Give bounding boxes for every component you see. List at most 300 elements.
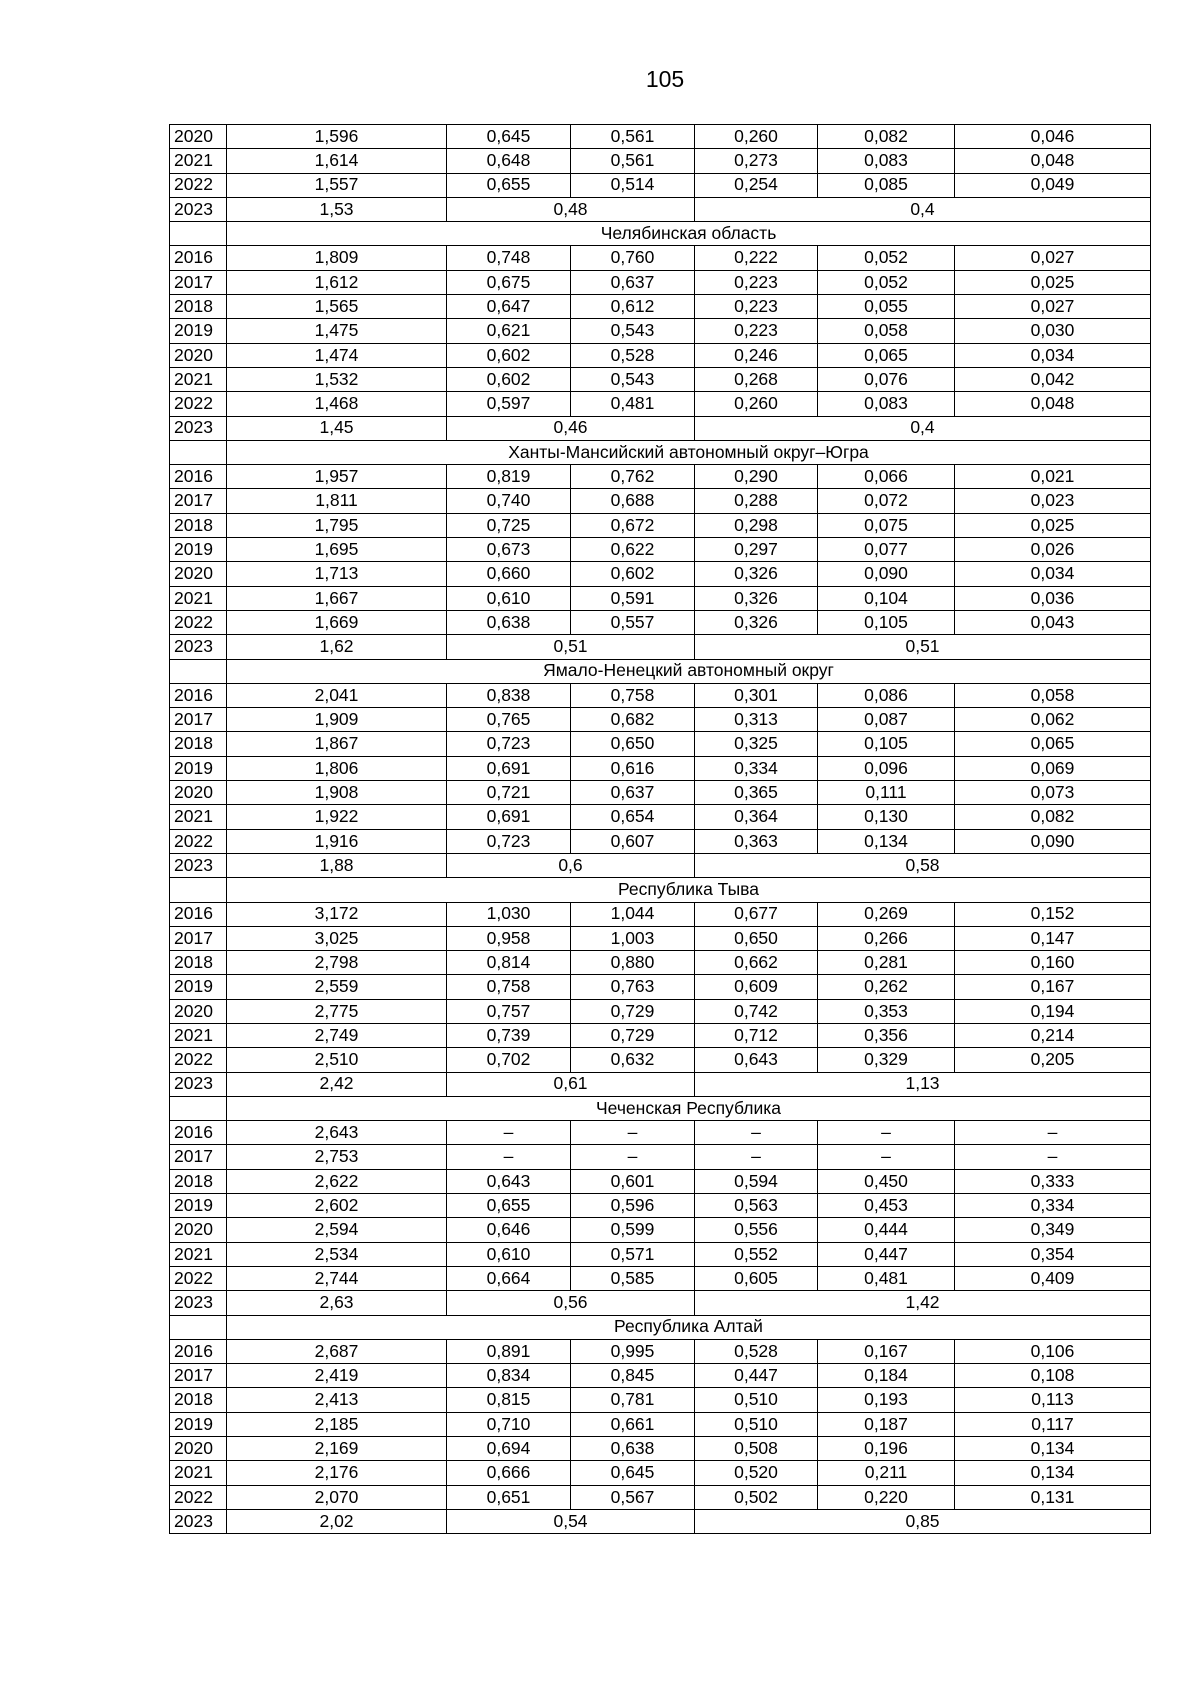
value-cell: 0,655 bbox=[447, 173, 571, 197]
value-cell: 0,062 bbox=[955, 708, 1151, 732]
year-cell: 2020 bbox=[170, 343, 227, 367]
value-cell: 1,532 bbox=[227, 367, 447, 391]
table-row bbox=[170, 465, 1151, 489]
table-row-2023 bbox=[170, 197, 1151, 221]
value-cell: 1,809 bbox=[227, 246, 447, 270]
value-cell: 0,113 bbox=[955, 1388, 1151, 1412]
value-cell: 0,742 bbox=[695, 999, 818, 1023]
year-cell: 2023 bbox=[170, 197, 227, 221]
value-cell: 0,082 bbox=[818, 125, 955, 149]
year-cell: 2022 bbox=[170, 610, 227, 634]
value-cell: 2,594 bbox=[227, 1218, 447, 1242]
value-cell: 1,908 bbox=[227, 781, 447, 805]
value-cell: 0,748 bbox=[447, 246, 571, 270]
value-cell: 3,172 bbox=[227, 902, 447, 926]
value-cell: 0,365 bbox=[695, 781, 818, 805]
value-cell: 0,409 bbox=[955, 1266, 1151, 1290]
value-cell: 0,691 bbox=[447, 805, 571, 829]
value-cell: 0,838 bbox=[447, 683, 571, 707]
value-cell: 0,815 bbox=[447, 1388, 571, 1412]
value-cell: 0,447 bbox=[818, 1242, 955, 1266]
value-cell: 0,058 bbox=[955, 683, 1151, 707]
table-row bbox=[170, 1461, 1151, 1485]
value-cell: 0,682 bbox=[571, 708, 695, 732]
value-cell: 0,585 bbox=[571, 1266, 695, 1290]
year-cell: 2021 bbox=[170, 367, 227, 391]
value-cell: 0,725 bbox=[447, 513, 571, 537]
table-row bbox=[170, 756, 1151, 780]
merged-value-cell: 0,51 bbox=[695, 635, 1151, 659]
year-cell: 2017 bbox=[170, 489, 227, 513]
value-cell: 0,108 bbox=[955, 1364, 1151, 1388]
value-cell: 0,602 bbox=[447, 343, 571, 367]
table-row bbox=[170, 1194, 1151, 1218]
value-cell: 0,167 bbox=[955, 975, 1151, 999]
value-cell: 0,739 bbox=[447, 1023, 571, 1047]
table-row bbox=[170, 1145, 1151, 1169]
year-cell: 2016 bbox=[170, 465, 227, 489]
year-cell: 2020 bbox=[170, 1218, 227, 1242]
value-cell: 0,260 bbox=[695, 125, 818, 149]
table-row bbox=[170, 392, 1151, 416]
value-cell: – bbox=[695, 1121, 818, 1145]
year-cell: 2020 bbox=[170, 562, 227, 586]
value-cell: 0,543 bbox=[571, 319, 695, 343]
value-cell: 2,749 bbox=[227, 1023, 447, 1047]
value-cell: 1,45 bbox=[227, 416, 447, 440]
value-cell: 0,666 bbox=[447, 1461, 571, 1485]
value-cell: 0,052 bbox=[818, 246, 955, 270]
value-cell: 0,030 bbox=[955, 319, 1151, 343]
value-cell: 0,781 bbox=[571, 1388, 695, 1412]
table-row bbox=[170, 1485, 1151, 1509]
value-cell: 0,643 bbox=[447, 1169, 571, 1193]
value-cell: 0,254 bbox=[695, 173, 818, 197]
table-row bbox=[170, 513, 1151, 537]
region-header-row bbox=[170, 440, 1151, 464]
value-cell: 1,030 bbox=[447, 902, 571, 926]
value-cell: 0,610 bbox=[447, 1242, 571, 1266]
table-row bbox=[170, 1048, 1151, 1072]
value-cell: 0,076 bbox=[818, 367, 955, 391]
year-cell: 2019 bbox=[170, 975, 227, 999]
value-cell: 0,661 bbox=[571, 1412, 695, 1436]
value-cell: 0,083 bbox=[818, 149, 955, 173]
value-cell: 2,070 bbox=[227, 1485, 447, 1509]
table-row-2023 bbox=[170, 853, 1151, 877]
value-cell: 1,62 bbox=[227, 635, 447, 659]
value-cell: 1,612 bbox=[227, 270, 447, 294]
year-cell: 2021 bbox=[170, 1023, 227, 1047]
merged-value-cell: 0,6 bbox=[447, 853, 695, 877]
region-title: Республика Алтай bbox=[227, 1315, 1151, 1339]
value-cell: 0,632 bbox=[571, 1048, 695, 1072]
value-cell: 0,090 bbox=[818, 562, 955, 586]
value-cell: 0,672 bbox=[571, 513, 695, 537]
table-row bbox=[170, 1242, 1151, 1266]
value-cell: 0,765 bbox=[447, 708, 571, 732]
value-cell: 2,419 bbox=[227, 1364, 447, 1388]
value-cell: 1,922 bbox=[227, 805, 447, 829]
value-cell: 0,288 bbox=[695, 489, 818, 513]
value-cell: 0,643 bbox=[695, 1048, 818, 1072]
value-cell: 0,561 bbox=[571, 149, 695, 173]
value-cell: 0,042 bbox=[955, 367, 1151, 391]
value-cell: 0,757 bbox=[447, 999, 571, 1023]
value-cell: 0,349 bbox=[955, 1218, 1151, 1242]
value-cell: 2,176 bbox=[227, 1461, 447, 1485]
value-cell: 0,567 bbox=[571, 1485, 695, 1509]
value-cell: 3,025 bbox=[227, 926, 447, 950]
value-cell: 0,021 bbox=[955, 465, 1151, 489]
year-cell: 2016 bbox=[170, 902, 227, 926]
value-cell: 0,268 bbox=[695, 367, 818, 391]
value-cell: 0,034 bbox=[955, 343, 1151, 367]
region-title: Республика Тыва bbox=[227, 878, 1151, 902]
value-cell: 0,073 bbox=[955, 781, 1151, 805]
year-cell: 2018 bbox=[170, 1169, 227, 1193]
value-cell: 0,066 bbox=[818, 465, 955, 489]
value-cell: 0,085 bbox=[818, 173, 955, 197]
table-row-2023 bbox=[170, 1072, 1151, 1096]
table-row bbox=[170, 1412, 1151, 1436]
table-row bbox=[170, 246, 1151, 270]
year-cell: 2022 bbox=[170, 173, 227, 197]
value-cell: 2,185 bbox=[227, 1412, 447, 1436]
value-cell: 0,637 bbox=[571, 270, 695, 294]
table-body bbox=[170, 125, 1151, 1534]
value-cell: 0,958 bbox=[447, 926, 571, 950]
year-cell: 2020 bbox=[170, 125, 227, 149]
value-cell: 2,622 bbox=[227, 1169, 447, 1193]
value-cell: 0,655 bbox=[447, 1194, 571, 1218]
value-cell: 0,023 bbox=[955, 489, 1151, 513]
value-cell: 0,313 bbox=[695, 708, 818, 732]
value-cell: 0,260 bbox=[695, 392, 818, 416]
value-cell: 0,043 bbox=[955, 610, 1151, 634]
value-cell: 0,721 bbox=[447, 781, 571, 805]
value-cell: 0,664 bbox=[447, 1266, 571, 1290]
value-cell: 0,758 bbox=[571, 683, 695, 707]
value-cell: 0,087 bbox=[818, 708, 955, 732]
value-cell: 0,134 bbox=[955, 1461, 1151, 1485]
value-cell: 0,160 bbox=[955, 951, 1151, 975]
value-cell: 0,083 bbox=[818, 392, 955, 416]
value-cell: 1,044 bbox=[571, 902, 695, 926]
value-cell: 0,196 bbox=[818, 1437, 955, 1461]
year-cell: 2018 bbox=[170, 1388, 227, 1412]
value-cell: 0,605 bbox=[695, 1266, 818, 1290]
value-cell: 0,694 bbox=[447, 1437, 571, 1461]
table-row bbox=[170, 732, 1151, 756]
value-cell: 0,645 bbox=[447, 125, 571, 149]
empty-cell bbox=[170, 659, 227, 683]
value-cell: 0,729 bbox=[571, 1023, 695, 1047]
value-cell: 0,065 bbox=[955, 732, 1151, 756]
table-row bbox=[170, 1437, 1151, 1461]
value-cell: 0,223 bbox=[695, 319, 818, 343]
value-cell: 0,552 bbox=[695, 1242, 818, 1266]
value-cell: 0,845 bbox=[571, 1364, 695, 1388]
value-cell: 0,334 bbox=[955, 1194, 1151, 1218]
year-cell: 2019 bbox=[170, 756, 227, 780]
value-cell: 2,643 bbox=[227, 1121, 447, 1145]
value-cell: 0,072 bbox=[818, 489, 955, 513]
value-cell: 0,528 bbox=[571, 343, 695, 367]
region-title: Ямало-Ненецкий автономный округ bbox=[227, 659, 1151, 683]
table-row bbox=[170, 781, 1151, 805]
value-cell: 0,609 bbox=[695, 975, 818, 999]
region-header-row bbox=[170, 1096, 1151, 1120]
value-cell: 0,281 bbox=[818, 951, 955, 975]
table-row bbox=[170, 1339, 1151, 1363]
year-cell: 2023 bbox=[170, 853, 227, 877]
table-row bbox=[170, 829, 1151, 853]
value-cell: 1,565 bbox=[227, 295, 447, 319]
value-cell: 2,041 bbox=[227, 683, 447, 707]
value-cell: 0,880 bbox=[571, 951, 695, 975]
value-cell: 1,557 bbox=[227, 173, 447, 197]
value-cell: 0,356 bbox=[818, 1023, 955, 1047]
merged-value-cell: 1,42 bbox=[695, 1291, 1151, 1315]
value-cell: 0,723 bbox=[447, 829, 571, 853]
value-cell: 0,223 bbox=[695, 295, 818, 319]
value-cell: 2,744 bbox=[227, 1266, 447, 1290]
empty-cell bbox=[170, 878, 227, 902]
table-row bbox=[170, 1121, 1151, 1145]
value-cell: 0,621 bbox=[447, 319, 571, 343]
value-cell: 0,502 bbox=[695, 1485, 818, 1509]
value-cell: 0,563 bbox=[695, 1194, 818, 1218]
region-title: Ханты-Мансийский автономный округ–Югра bbox=[227, 440, 1151, 464]
value-cell: 1,468 bbox=[227, 392, 447, 416]
table-row bbox=[170, 1266, 1151, 1290]
value-cell: 0,638 bbox=[571, 1437, 695, 1461]
value-cell: 2,02 bbox=[227, 1509, 447, 1533]
value-cell: 0,055 bbox=[818, 295, 955, 319]
value-cell: 0,223 bbox=[695, 270, 818, 294]
merged-value-cell: 0,54 bbox=[447, 1509, 695, 1533]
value-cell: 0,147 bbox=[955, 926, 1151, 950]
table-row bbox=[170, 902, 1151, 926]
year-cell: 2022 bbox=[170, 1266, 227, 1290]
value-cell: 0,599 bbox=[571, 1218, 695, 1242]
table-row-2023 bbox=[170, 1291, 1151, 1315]
value-cell: 0,214 bbox=[955, 1023, 1151, 1047]
value-cell: 0,453 bbox=[818, 1194, 955, 1218]
year-cell: 2016 bbox=[170, 246, 227, 270]
value-cell: 2,559 bbox=[227, 975, 447, 999]
value-cell: 0,273 bbox=[695, 149, 818, 173]
year-cell: 2020 bbox=[170, 1437, 227, 1461]
value-cell: 0,205 bbox=[955, 1048, 1151, 1072]
value-cell: 0,134 bbox=[818, 829, 955, 853]
value-cell: 2,510 bbox=[227, 1048, 447, 1072]
value-cell: 1,475 bbox=[227, 319, 447, 343]
value-cell: 1,695 bbox=[227, 538, 447, 562]
value-cell: 2,687 bbox=[227, 1339, 447, 1363]
value-cell: 0,049 bbox=[955, 173, 1151, 197]
value-cell: 1,806 bbox=[227, 756, 447, 780]
table-row bbox=[170, 1169, 1151, 1193]
table-row bbox=[170, 538, 1151, 562]
region-header-row bbox=[170, 222, 1151, 246]
value-cell: 0,211 bbox=[818, 1461, 955, 1485]
empty-cell bbox=[170, 1096, 227, 1120]
value-cell: 0,333 bbox=[955, 1169, 1151, 1193]
value-cell: 0,444 bbox=[818, 1218, 955, 1242]
year-cell: 2018 bbox=[170, 951, 227, 975]
value-cell: 2,798 bbox=[227, 951, 447, 975]
value-cell: – bbox=[818, 1121, 955, 1145]
table-row bbox=[170, 149, 1151, 173]
year-cell: 2017 bbox=[170, 270, 227, 294]
value-cell: 0,650 bbox=[695, 926, 818, 950]
value-cell: 0,561 bbox=[571, 125, 695, 149]
value-cell: 0,723 bbox=[447, 732, 571, 756]
table-row bbox=[170, 805, 1151, 829]
year-cell: 2021 bbox=[170, 149, 227, 173]
table-row bbox=[170, 270, 1151, 294]
value-cell: 1,811 bbox=[227, 489, 447, 513]
value-cell: 2,42 bbox=[227, 1072, 447, 1096]
value-cell: – bbox=[955, 1121, 1151, 1145]
merged-value-cell: 0,4 bbox=[695, 416, 1151, 440]
value-cell: 0,645 bbox=[571, 1461, 695, 1485]
value-cell: 0,193 bbox=[818, 1388, 955, 1412]
empty-cell bbox=[170, 440, 227, 464]
value-cell: 0,814 bbox=[447, 951, 571, 975]
value-cell: 0,637 bbox=[571, 781, 695, 805]
table-row bbox=[170, 708, 1151, 732]
merged-value-cell: 0,48 bbox=[447, 197, 695, 221]
value-cell: 0,662 bbox=[695, 951, 818, 975]
value-cell: 2,775 bbox=[227, 999, 447, 1023]
value-cell: 0,077 bbox=[818, 538, 955, 562]
value-cell: 2,169 bbox=[227, 1437, 447, 1461]
merged-value-cell: 0,56 bbox=[447, 1291, 695, 1315]
value-cell: 0,710 bbox=[447, 1412, 571, 1436]
value-cell: 1,669 bbox=[227, 610, 447, 634]
value-cell: 0,819 bbox=[447, 465, 571, 489]
region-title: Челябинская область bbox=[227, 222, 1151, 246]
value-cell: 0,222 bbox=[695, 246, 818, 270]
year-cell: 2018 bbox=[170, 295, 227, 319]
value-cell: 0,262 bbox=[818, 975, 955, 999]
year-cell: 2020 bbox=[170, 999, 227, 1023]
value-cell: 0,571 bbox=[571, 1242, 695, 1266]
value-cell: 0,334 bbox=[695, 756, 818, 780]
value-cell: 0,105 bbox=[818, 610, 955, 634]
year-cell: 2018 bbox=[170, 513, 227, 537]
value-cell: 0,762 bbox=[571, 465, 695, 489]
empty-cell bbox=[170, 1315, 227, 1339]
value-cell: 0,647 bbox=[447, 295, 571, 319]
value-cell: 0,082 bbox=[955, 805, 1151, 829]
value-cell: 0,363 bbox=[695, 829, 818, 853]
year-cell: 2023 bbox=[170, 416, 227, 440]
year-cell: 2023 bbox=[170, 1291, 227, 1315]
value-cell: 0,036 bbox=[955, 586, 1151, 610]
value-cell: 0,702 bbox=[447, 1048, 571, 1072]
value-cell: – bbox=[695, 1145, 818, 1169]
value-cell: 0,131 bbox=[955, 1485, 1151, 1509]
value-cell: 0,834 bbox=[447, 1364, 571, 1388]
value-cell: 0,691 bbox=[447, 756, 571, 780]
value-cell: 0,673 bbox=[447, 538, 571, 562]
value-cell: 0,354 bbox=[955, 1242, 1151, 1266]
value-cell: 0,481 bbox=[818, 1266, 955, 1290]
year-cell: 2017 bbox=[170, 1364, 227, 1388]
empty-cell bbox=[170, 222, 227, 246]
value-cell: 0,096 bbox=[818, 756, 955, 780]
value-cell: 1,667 bbox=[227, 586, 447, 610]
table-row bbox=[170, 586, 1151, 610]
value-cell: 1,003 bbox=[571, 926, 695, 950]
table-row bbox=[170, 173, 1151, 197]
value-cell: 0,065 bbox=[818, 343, 955, 367]
value-cell: 0,660 bbox=[447, 562, 571, 586]
value-cell: 0,034 bbox=[955, 562, 1151, 586]
year-cell: 2021 bbox=[170, 1242, 227, 1266]
value-cell: 0,760 bbox=[571, 246, 695, 270]
value-cell: 0,048 bbox=[955, 149, 1151, 173]
value-cell: 0,510 bbox=[695, 1412, 818, 1436]
value-cell: 0,510 bbox=[695, 1388, 818, 1412]
year-cell: 2023 bbox=[170, 1509, 227, 1533]
year-cell: 2017 bbox=[170, 708, 227, 732]
table-row-2023 bbox=[170, 635, 1151, 659]
value-cell: 0,026 bbox=[955, 538, 1151, 562]
table-row bbox=[170, 489, 1151, 513]
year-cell: 2019 bbox=[170, 1412, 227, 1436]
value-cell: 0,106 bbox=[955, 1339, 1151, 1363]
year-cell: 2021 bbox=[170, 1461, 227, 1485]
value-cell: 2,413 bbox=[227, 1388, 447, 1412]
table-row bbox=[170, 999, 1151, 1023]
year-cell: 2017 bbox=[170, 926, 227, 950]
value-cell: 0,596 bbox=[571, 1194, 695, 1218]
value-cell: 0,187 bbox=[818, 1412, 955, 1436]
value-cell: 0,269 bbox=[818, 902, 955, 926]
value-cell: – bbox=[955, 1145, 1151, 1169]
table-row bbox=[170, 125, 1151, 149]
table-row bbox=[170, 926, 1151, 950]
merged-value-cell: 1,13 bbox=[695, 1072, 1151, 1096]
value-cell: 0,104 bbox=[818, 586, 955, 610]
year-cell: 2018 bbox=[170, 732, 227, 756]
region-title: Чеченская Республика bbox=[227, 1096, 1151, 1120]
value-cell: 0,025 bbox=[955, 513, 1151, 537]
value-cell: 1,916 bbox=[227, 829, 447, 853]
table-row-2023 bbox=[170, 1509, 1151, 1533]
value-cell: 1,614 bbox=[227, 149, 447, 173]
year-cell: 2022 bbox=[170, 1485, 227, 1509]
value-cell: – bbox=[571, 1121, 695, 1145]
value-cell: 2,753 bbox=[227, 1145, 447, 1169]
year-cell: 2022 bbox=[170, 829, 227, 853]
table-row bbox=[170, 951, 1151, 975]
value-cell: 0,740 bbox=[447, 489, 571, 513]
merged-value-cell: 0,51 bbox=[447, 635, 695, 659]
value-cell: 0,447 bbox=[695, 1364, 818, 1388]
year-cell: 2022 bbox=[170, 392, 227, 416]
value-cell: 1,909 bbox=[227, 708, 447, 732]
year-cell: 2023 bbox=[170, 635, 227, 659]
value-cell: 0,052 bbox=[818, 270, 955, 294]
value-cell: 0,481 bbox=[571, 392, 695, 416]
value-cell: 0,246 bbox=[695, 343, 818, 367]
